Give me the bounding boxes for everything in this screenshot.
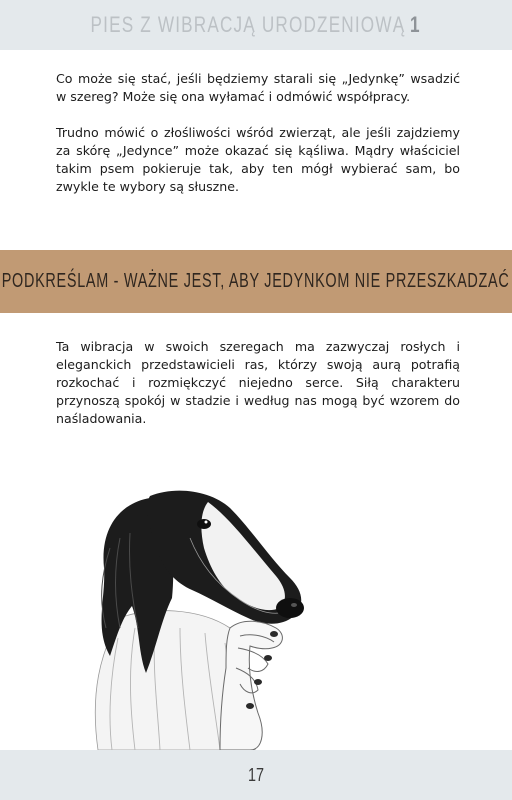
paragraph-2: Trudno mówić o złośliwości wśród zwierząt, ale jeśli zajdziemy za skórę „Jedynce” może okazać się kąśliwa. Mądry właściciel takim psem pokieruje tak, aby ten mógł wybierać sam, bo zwykle te wybory są słuszne.: [56, 125, 460, 194]
borzoi-dog-illustration-icon: [80, 478, 330, 750]
chapter-title-text: PIES Z WIBRACJĄ URODZENIOWĄ: [90, 12, 406, 37]
section-banner: [0, 250, 512, 313]
section-title: PODKREŚLAM - WAŻNE JEST, ABY JEDYNKOM NIE PRZESZKADZAĆ: [2, 270, 510, 292]
paragraph-3: Ta wibracja w swoich szeregach ma zazwyczaj rosłych i eleganckich przedstawicieli ras, którzy swoją aurą potrafią rozkochać i rozmiękczyć niejedno serce. Siłą charakteru przynoszą spokój w stadzie i według nas mogą być wzorem do naśladowania.: [56, 339, 460, 426]
paragraph-1: Co może się stać, jeśli będziemy starali się „Jedynkę” wsadzić w szereg? Może się ona wyłamać i odmówić współpracy.: [56, 71, 460, 104]
page-header: [0, 0, 512, 50]
page-footer: [0, 750, 512, 800]
chapter-number: 1: [410, 12, 422, 37]
page-number: 17: [247, 764, 265, 785]
chapter-title: [91, 12, 421, 38]
